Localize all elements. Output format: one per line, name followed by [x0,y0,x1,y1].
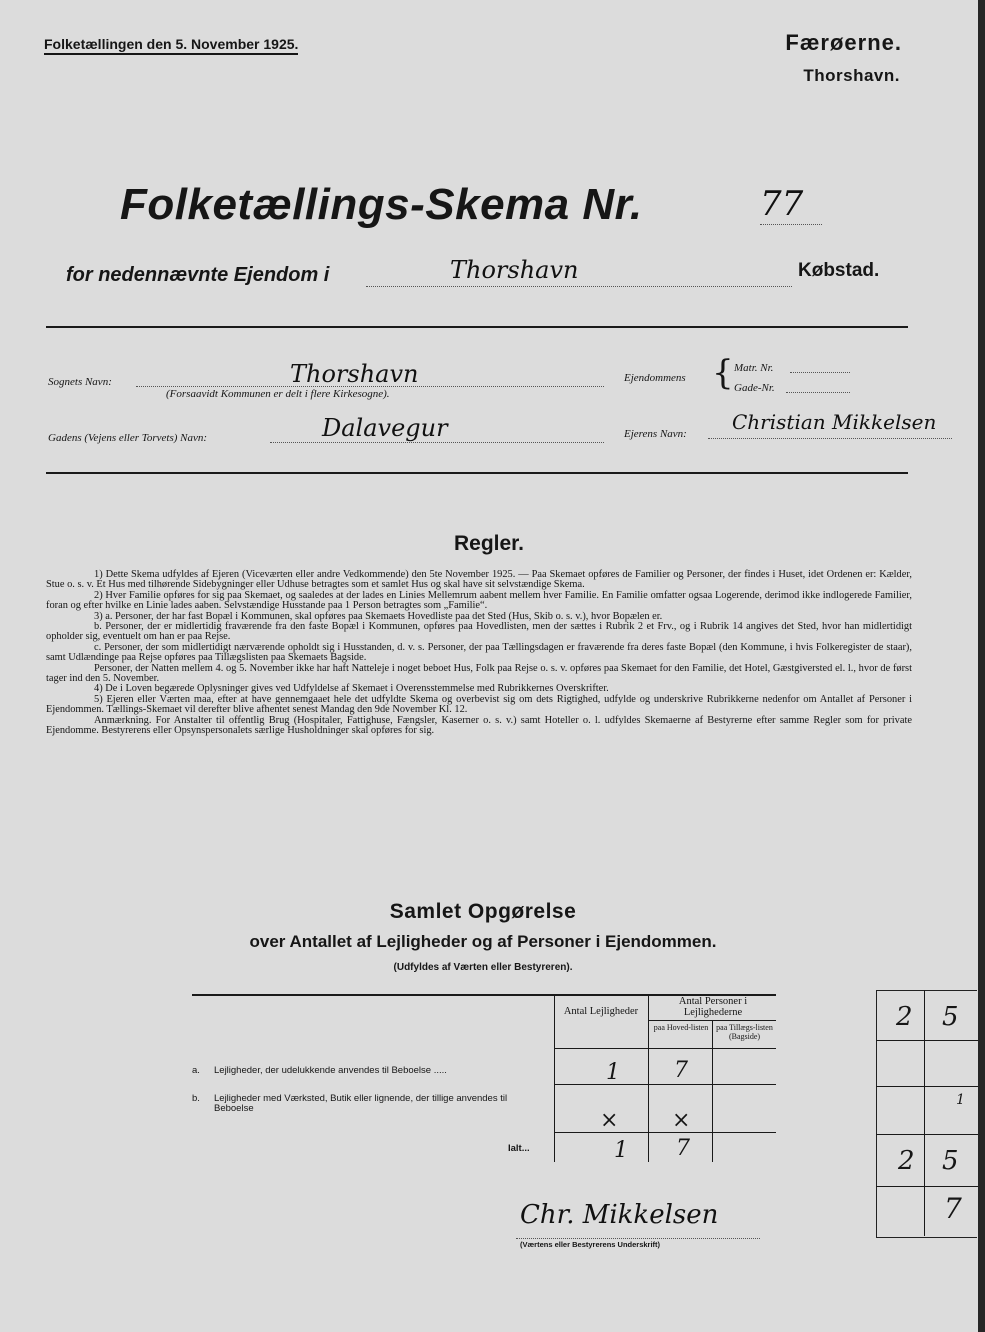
rule-2: 2) Hver Familie opføres for sig paa Skemaet, og saaledes at der lades en Linies Mellemrum aabent mellem hver Familie. En Familie omfatter ogsaa Logerende, derimod ikke indlogerede Familier, foran og efter hvilke en Linie lades aaben. Selvstændige Husstande paa 1 Person betragtes som „Familie“. [46,589,912,612]
side-box-row-line-1 [876,1040,978,1041]
row-a-key: a. [192,1065,200,1076]
gade-line [786,392,850,393]
street-value: Dalavegur [322,414,448,442]
summary-title: Samlet Opgørelse [389,900,577,923]
row-total-label: Ialt... [508,1143,530,1154]
row-b-key: b. [192,1093,200,1104]
owner-line [708,438,952,439]
side-r3c2: 1 [956,1092,965,1108]
scan-edge [978,0,985,1332]
side-r1c1: 2 [896,1002,913,1032]
property-prefix: for nedennævnte Ejendom i [66,264,330,286]
form-number: 77 [760,184,804,224]
property-place-line [366,286,792,287]
col-tillaeg-header: paa Tillægs-listen (Bagside) [716,1023,773,1041]
table-row-line-1 [554,1084,776,1085]
street-line [270,442,604,443]
total-antal-value: 1 [614,1138,628,1163]
property-label: Ejendommens [624,372,686,384]
brace-icon: { [712,353,734,393]
summary-subtitle: over Antallet af Lejligheder og af Personer i Ejendommen. [249,932,717,951]
rules-text [46,570,912,737]
side-r1c2: 5 [942,1002,959,1032]
street-label: Gadens (Vejens eller Torvets) Navn: [48,432,208,444]
col-antal-header: Antal Lejligheder [563,1006,639,1017]
side-box-row-line-2 [876,1086,978,1087]
rule-4: 4) De i Loven begærede Oplysninger gives ved Udfyldelse af Skemaet i Overensstemmelse med Rubrikkernes Overskrifter. [94,683,609,695]
table-row-line-2 [554,1132,776,1133]
side-r4c2: 5 [942,1146,959,1176]
side-box-col-line [924,990,925,1236]
owner-label: Ejerens Navn: [624,428,687,440]
form-title: Folketællings-Skema Nr. [120,180,643,229]
divider-top [46,326,908,328]
side-box-row-line-3 [876,1134,978,1135]
rule-1: 1) Dette Skema udfyldes af Ejeren (Viceværten eller andre Vedkommende) den 5te November 1925. — Paa Skemaet opføres de Familier og Personer, der findes i Huset, idet Ordenen er: Kælder, Stue o. s. v. Et Hus med tilhørende Sidebygninger eller Udhuse betragtes som et samlet Hus og skal have sit selvstændige Skema. [46,569,912,591]
signature-caption: (Værtens eller Bestyrerens Underskrift) [520,1240,661,1249]
side-r4c1: 2 [898,1146,915,1176]
parish-note: (Forsaavidt Kommunen er delt i flere Kirkesogne). [166,388,390,400]
row-b-antal-value: × [600,1108,619,1133]
owner-signature: Chr. Mikkelsen [520,1200,719,1230]
col-personer-header: Antal Personer i Lejlighederne [678,996,748,1018]
col-hoved-header: paa Hoved-listen [653,1023,709,1032]
rules-heading: Regler. [453,532,525,555]
property-suffix: Købstad. [798,260,880,281]
table-col-line-3 [712,1020,713,1162]
row-a-label: Lejligheder, der udelukkende anvendes til Beboelse ..... [214,1065,447,1076]
parish-line [136,386,604,387]
table-sub-header-line [648,1020,776,1021]
gade-label: Gade-Nr. [734,382,775,394]
row-a-antal-value: 1 [606,1060,620,1085]
matr-line [790,372,850,373]
table-header-line [554,1048,776,1049]
summary-note: (Udfyldes af Værten eller Bestyreren). [393,962,573,973]
side-box-row-line-4 [876,1186,978,1187]
row-a-hoved-value: 7 [674,1058,688,1083]
owner-value: Christian Mikkelsen [732,410,937,434]
side-r5c2: 7 [944,1192,962,1225]
rule-3a: 3) a. Personer, der har fast Bopæl i Kommunen, skal opføres paa Skemaets Hovedliste paa det Sted (Hus, Skib o. s. v.), hvor Bopælen er. [94,610,663,622]
row-b-hoved-value: × [672,1108,691,1133]
rule-night: Personer, der Natten mellem 4. og 5. November ikke har haft Natteleje i noget beboet Hus, Folk paa Rejse o. s. v. opføres paa Skemaet for den Familie, det Hotel, Gæstgiversted el. l., hvor de først tager ind den 5. November. [46,662,912,685]
rule-3c: c. Personer, der som midlertidigt nærværende opholdt sig i Husstanden, d. v. s. Personer, der paa Tællingsdagen er fraværende fra deres faste Bopæl (den Kommune, i hvis Folkeregister de staar), samt Udlændinge paa Rejse opføres paa Tillægslisten paa Skemaets Bagside. [46,641,912,664]
total-hoved-value: 7 [676,1136,690,1161]
row-b-label: Lejligheder med Værksted, Butik eller lignende, der tillige anvendes til Beboelse [214,1093,508,1114]
region-header: Færøerne. [785,30,902,55]
property-place: Thorshavn [450,256,579,284]
signature-line [516,1238,760,1239]
rule-3b: b. Personer, der er midlertidig fraværende fra den faste Bopæl i Kommunen, opføres paa Hovedlisten, men der sættes i Rubrik 2 et Frv., og i Rubrik 14 angives det Sted, hvor han midlertidigt opholder sig, eventuelt om han er paa Rejse. [46,621,912,643]
rule-5: 5) Ejeren eller Værten maa, efter at have gennemgaaet hele det udfyldte Skema og overbevist sig om dets Rigtighed, udfylde og underskrive Rubrikkerne nedenfor om Antallet af Personer i Ejendommen. Tællings-Skemaet vil derefter blive afhentet senest Mandag den 9de November Kl. 12. [46,693,912,716]
census-date-header: Folketællingen den 5. November 1925. [44,36,298,55]
matr-label: Matr. Nr. [734,362,774,374]
table-col-line-1 [554,994,555,1162]
form-number-line [760,224,822,225]
divider-mid [46,472,908,474]
parish-value: Thorshavn [290,360,419,388]
city-header: Thorshavn. [803,66,900,85]
parish-label: Sognets Navn: [48,376,112,388]
rule-note: Anmærkning. For Anstalter til offentlig Brug (Hospitaler, Fattighuse, Fængsler, Kaserner o. s. v.) samt Hoteller o. l. udfyldes Skemaerne af Bestyrerne efter samme Regler som for private Ejendomme. Bestyrerens eller Opsynspersonalets særlige Husholdninger skal opføres for sig. [46,714,912,737]
